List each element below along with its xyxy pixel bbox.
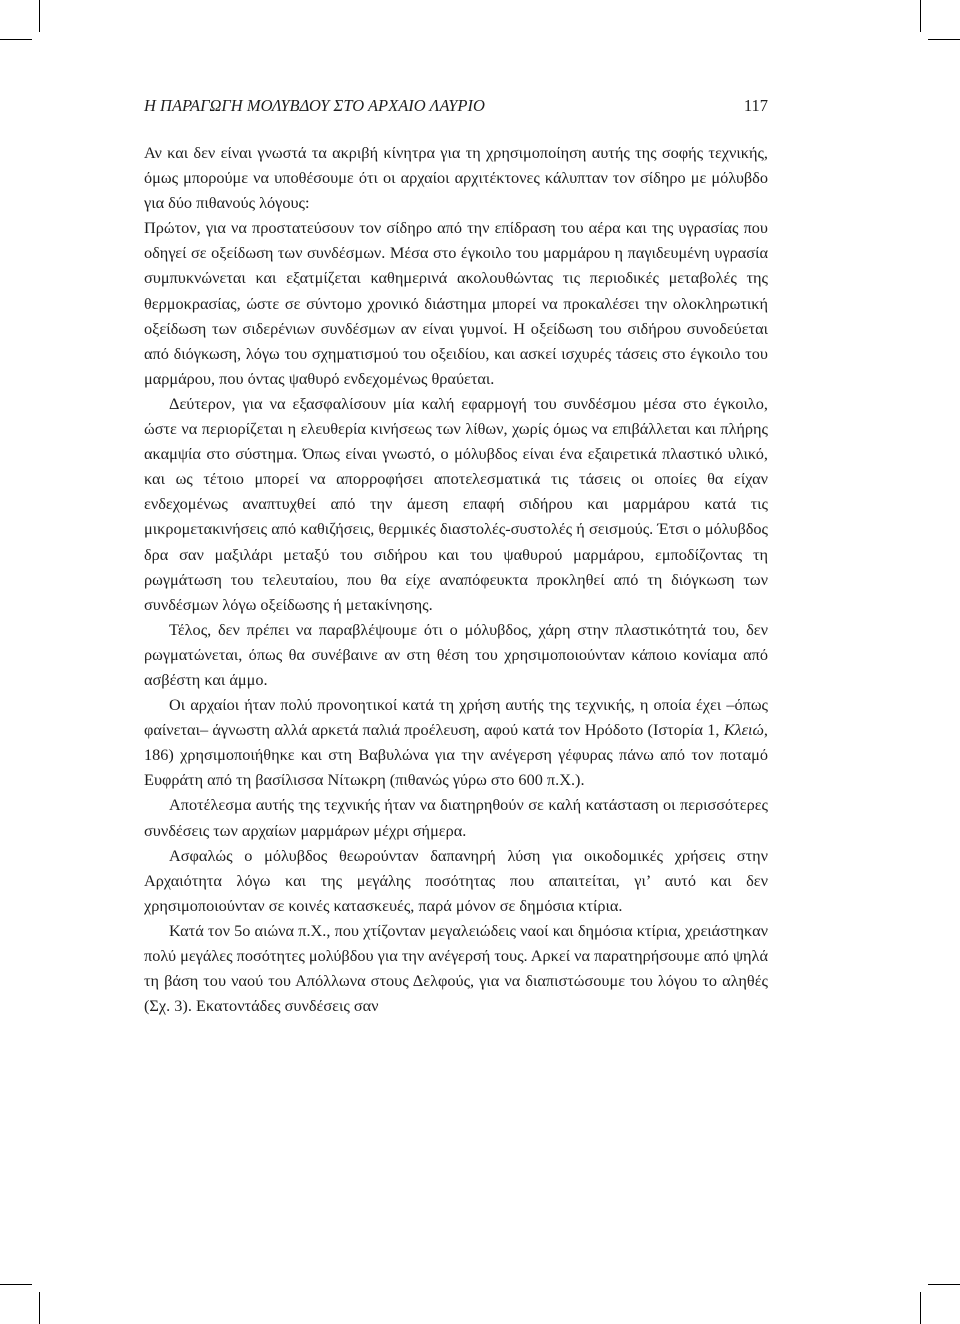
herodotus-text-after: , 186) χρησιμοποιήθηκε και στη Βαβυλώνα για την ανέγερση γέφυρας πάνω από τον ποταμό Ευφράτη από τη βασίλισσα Νίτωκρη (πιθανώς γύρω στο 600 π.Χ.).	[144, 720, 768, 790]
crop-mark-top-left-h	[0, 39, 32, 40]
paragraph-cost: Ασφαλώς ο μόλυβδος θεωρούνταν δαπανηρή λύση για οικοδομικές χρήσεις στην Αρχαιότητα λόγω και της μεγάλης ποσότητας που απαιτείται, γι’ αυτό και δεν χρησιμοποιούνταν σε κοινές κατασκευές, παρά μόνον σε δημόσια κτίρια.	[144, 845, 768, 915]
paragraph-fifth-century: Κατά τον 5ο αιώνα π.Χ., που χτίζονταν μεγαλειώδεις ναοί και δημόσια κτίρια, χρειάστηκαν πολύ μεγάλες ποσότητες μολύβδου για την ανέγερσή τους. Αρκεί να παρατηρήσουμε από ψηλά τη βάση του ναού του Απόλλωνα στους Δελφούς, για να διαπιστώσουμε του λόγου το αληθές (Σχ. 3). Εκατοντάδες συνδέσεις σαν	[144, 920, 768, 1016]
page-number: 117	[743, 96, 768, 115]
paragraph-first-reason: Πρώτον, για να προστατεύσουν τον σίδηρο από την επίδραση του αέρα και της υγρασίας που οδηγεί σε οξείδωση των συνδέσμων. Μέσα στο έγκοιλο του μαρμάρου η παγιδευμένη υγρασία συμπυκνώνεται και εξατμίζεται καθημερινά ακολουθώντας τις περιοδικές μεταβολές της θερμοκρασίας, ώστε σε σύντομο χρονικό διάστημα μπορεί να προκαλέσει την ολοκληρωτική οξείδωση των σιδερένιων συνδέσμων αν είναι γυμνοί. Η οξείδωση του σιδήρου συνοδεύεται από διόγκωση, λόγω του σχηματισμού του οξειδίου, και ασκεί ισχυρές τάσεις στο έγκοιλο του μαρμάρου, που όντας ψαθυρό ενδεχομένως θραύεται.	[144, 218, 768, 388]
crop-mark-top-right-h	[928, 39, 960, 40]
crop-mark-bottom-left-h	[0, 1284, 32, 1285]
crop-mark-bottom-right-h	[928, 1284, 960, 1285]
running-title: Η ΠΑΡΑΓΩΓΗ ΜΟΛΥΒΔΟΥ ΣΤΟ ΑΡΧΑΙΟ ΛΑΥΡΙΟ	[144, 96, 485, 115]
paragraph-result: Αποτέλεσμα αυτής της τεχνικής ήταν να διατηρηθούν σε καλή κατάσταση οι περισσότερες συνδέσεις των αρχαίων μαρμάρων μέχρι σήμερα.	[144, 795, 768, 840]
running-header	[144, 96, 768, 116]
paragraph-intro: Αν και δεν είναι γνωστά τα ακριβή κίνητρα για τη χρησιμοποίηση αυτής της σοφής τεχνικής, όμως μπορούμε να υποθέσουμε ότι οι αρχαίοι αρχιτέκτονες κάλυπταν τον σίδηρο με μόλυβδο για δύο πιθανούς λόγους:	[144, 143, 768, 213]
paragraph-second-reason: Δεύτερον, για να εξασφαλίσουν μία καλή εφαρμογή του συνδέσμου μέσα στο έγκοιλο, ώστε να περιορίζεται η ελευθερία κινήσεως των λίθων, χωρίς όμως να επιβάλλεται και πλήρης ακαμψία στο σύστημα. Όπως είναι γνωστό, ο μόλυβδος είναι ένα εξαιρετικά πλαστικό υλικό, και ως τέτοιο μπορεί να απορροφήσει αποτελεσματικά τις τάσεις οι οποίες θα είχαν ενδεχομένως αναπτυχθεί από την άμεση επαφή σιδήρου και μαρμάρου κατά τις μικρομετακινήσεις από καθιζήσεις, θερμικές διαστολές-συστολές ή σεισμούς. Έτσι ο μόλυβδος δρα σαν μαξιλάρι μεταξύ του σιδήρου και του ψαθυρού μαρμάρου, εμποδίζοντας τη ρωγμάτωση του τελευταίου, που θα είχε αναπόφευκτα προκληθεί από τη διόγκωση των συνδέσμων λόγω οξείδωσης ή μετακίνησης.	[144, 393, 768, 614]
crop-mark-bottom-left-v	[39, 1292, 40, 1324]
body-text	[144, 140, 768, 1018]
paragraph-herodotus	[144, 692, 768, 792]
crop-mark-bottom-right-v	[920, 1292, 921, 1324]
crop-mark-top-left-v	[39, 0, 40, 32]
paragraph-finally: Τέλος, δεν πρέπει να παραβλέψουμε ότι ο μόλυβδος, χάρη στην πλαστικότητά του, δεν ρωγματώνεται, όπως θα συνέβαινε αν στη θέση του χρησιμοποιούνταν κάποιο κονίαμα από ασβέστη και άμμο.	[144, 619, 768, 689]
herodotus-book-title: Κλειώ	[723, 720, 764, 740]
crop-mark-top-right-v	[920, 0, 921, 32]
herodotus-text-before: Οι αρχαίοι ήταν πολύ προνοητικοί κατά τη χρήση αυτής της τεχνικής, η οποία έχει –όπως φαίνεται– άγνωστη αλλά αρκετά παλιά προέλευση, αφού κατά τον Ηρόδοτο (Ιστορία 1,	[144, 695, 768, 740]
